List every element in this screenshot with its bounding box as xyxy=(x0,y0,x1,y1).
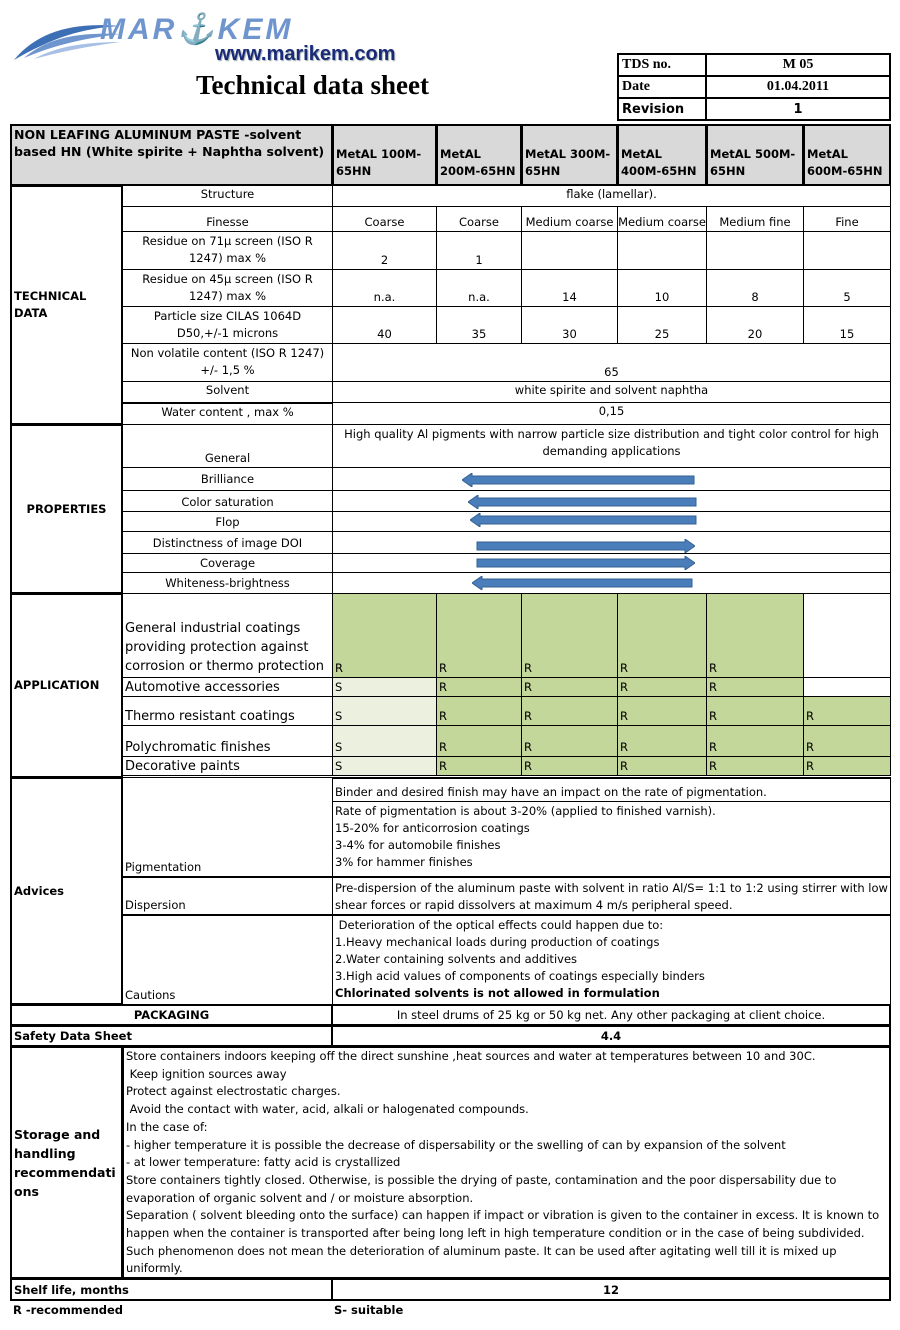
application-rating: R xyxy=(436,696,522,726)
property-label: Brilliance xyxy=(122,467,333,491)
product-description: NON LEAFING ALUMINUM PASTE -solvent based HN (White spirite + Naphtha solvent) xyxy=(10,124,333,186)
page-title: Technical data sheet xyxy=(196,70,430,100)
application-rating: R xyxy=(521,696,618,726)
residue71-value: 2 xyxy=(332,231,437,270)
application-rating: R xyxy=(436,725,522,757)
legend-recommended: R -recommended xyxy=(13,1303,124,1317)
document-meta-table xyxy=(617,53,891,121)
grade-header: MetAL 400M-65HN xyxy=(617,124,707,186)
application-label: General industrial coatings providing protection against corrosion or thermo protection xyxy=(122,593,333,678)
application-rating: R xyxy=(803,725,891,757)
pigmentation-line: Rate of pigmentation is about 3-20% (applied to finished varnish). xyxy=(335,804,716,818)
value-structure: flake (lamellar). xyxy=(332,185,891,207)
grade-header: MetAL 600M-65HN xyxy=(803,124,891,186)
application-rating: R xyxy=(706,696,804,726)
pigmentation-line: 3% for hammer finishes xyxy=(335,855,473,869)
application-label: Thermo resistant coatings xyxy=(122,696,333,726)
label-structure: Structure xyxy=(122,185,333,207)
cautions-text xyxy=(332,914,891,1005)
application-label: Decorative paints xyxy=(122,756,333,776)
property-label: Coverage xyxy=(122,553,333,573)
application-rating: R xyxy=(706,756,804,776)
caution-warning: Chlorinated solvents is not allowed in formulation xyxy=(335,986,660,1000)
legend-suitable: S- suitable xyxy=(334,1303,404,1317)
pigmentation-note: Binder and desired finish may have an impact on the rate of pigmentation. xyxy=(332,777,891,802)
arrow-left-icon xyxy=(472,576,694,590)
grade-header: MetAL 200M-65HN xyxy=(436,124,522,186)
residue71-value xyxy=(617,231,707,270)
website-link[interactable]: www.marikem.com xyxy=(215,43,396,65)
value-general: High quality Al pigments with narrow particle size distribution and tight color control for high demanding applications xyxy=(332,424,891,468)
meta-key: TDS no. xyxy=(618,54,706,76)
label-shelf-life: Shelf life, months xyxy=(10,1278,333,1301)
storage-line: - at lower temperature: fatty acid is crystallized xyxy=(126,1155,401,1170)
storage-text xyxy=(122,1046,891,1279)
storage-line: Keep ignition sources away xyxy=(126,1066,287,1081)
property-label: Distinctness of image DOI xyxy=(122,531,333,554)
arrow-left-icon xyxy=(468,495,698,509)
finesse-value: Coarse xyxy=(436,206,522,232)
value-packaging: In steel drums of 25 kg or 50 kg net. Any other packaging at client choice. xyxy=(331,1004,891,1026)
arrow-left-icon xyxy=(462,473,696,487)
storage-line: - higher temperature it is possible the decrease of dispersability or the swelling of can by expansion of the solvent xyxy=(126,1137,786,1152)
section-advices: Advices xyxy=(10,777,123,1005)
application-rating: R xyxy=(706,725,804,757)
residue45-value: 10 xyxy=(617,269,707,307)
application-rating: R xyxy=(521,677,618,697)
application-label: Automotive accessories xyxy=(122,677,333,697)
caution-line: Deterioration of the optical effects could happen due to: xyxy=(335,918,664,932)
grade-header: MetAL 500M-65HN xyxy=(706,124,804,186)
particle-value: 40 xyxy=(332,306,437,344)
application-label: Polychromatic finishes xyxy=(122,725,333,757)
application-rating: S xyxy=(332,756,437,776)
meta-value: 01.04.2011 xyxy=(706,76,890,98)
residue71-value xyxy=(803,231,891,270)
value-solvent: white spirite and solvent naphtha xyxy=(332,381,891,403)
label-solvent: Solvent xyxy=(122,381,333,403)
application-rating: R xyxy=(617,725,707,757)
application-rating: R xyxy=(617,677,707,697)
pigmentation-line: 3-4% for automobile finishes xyxy=(335,838,501,852)
finesse-value: Fine xyxy=(803,206,891,232)
value-safety-data-sheet[interactable]: 4.4 xyxy=(331,1025,891,1047)
particle-value: 30 xyxy=(521,306,618,344)
grade-header: MetAL 100M-65HN xyxy=(332,124,437,186)
residue45-value: 8 xyxy=(706,269,804,307)
label-residue-71: Residue on 71µ screen (ISO R 1247) max % xyxy=(122,231,333,270)
meta-value: 1 xyxy=(706,98,890,120)
application-rating: R xyxy=(617,756,707,776)
section-properties: PROPERTIES xyxy=(10,424,123,594)
arrow-right-icon xyxy=(475,556,695,570)
residue71-value xyxy=(706,231,804,270)
particle-value: 20 xyxy=(706,306,804,344)
storage-line: In the case of: xyxy=(126,1119,208,1134)
logo-wordmark: MAR⚓KEM xyxy=(100,13,294,46)
caution-line: 3.High acid values of components of coatings especially binders xyxy=(335,969,705,983)
label-finesse: Finesse xyxy=(122,206,333,232)
label-storage: Storage and handling recommendati ons xyxy=(10,1046,123,1279)
residue71-value: 1 xyxy=(436,231,522,270)
application-rating: R xyxy=(617,696,707,726)
value-water-content: 0,15 xyxy=(332,402,891,425)
property-label: Flop xyxy=(122,511,333,532)
pigmentation-rates xyxy=(332,801,891,877)
application-rating: R xyxy=(617,593,707,678)
meta-value: M 05 xyxy=(706,54,890,76)
arrow-left-icon xyxy=(470,513,698,527)
application-rating: S xyxy=(332,725,437,757)
label-particle-size: Particle size CILAS 1064D D50,+/-1 microns xyxy=(122,306,333,344)
pigmentation-line: 15-20% for anticorrosion coatings xyxy=(335,821,530,835)
application-rating: S xyxy=(332,677,437,697)
label-non-volatile: Non volatile content (ISO R 1247) +/- 1,5 % xyxy=(122,343,333,382)
application-rating: R xyxy=(521,593,618,678)
particle-value: 25 xyxy=(617,306,707,344)
residue45-value: 14 xyxy=(521,269,618,307)
application-rating: R xyxy=(706,677,804,697)
property-label: Color saturation xyxy=(122,490,333,512)
residue71-value xyxy=(521,231,618,270)
application-rating: R xyxy=(803,696,891,726)
label-residue-45: Residue on 45µ screen (ISO R 1247) max % xyxy=(122,269,333,307)
label-cautions: Cautions xyxy=(122,914,333,1005)
value-shelf-life: 12 xyxy=(331,1278,891,1301)
label-safety-data-sheet: Safety Data Sheet xyxy=(10,1025,333,1047)
application-rating: R xyxy=(436,756,522,776)
label-packaging: PACKAGING xyxy=(10,1004,333,1026)
finesse-value: Medium coarse xyxy=(617,206,707,232)
application-rating: R xyxy=(332,593,437,678)
arrow-right-icon xyxy=(475,539,695,553)
meta-key: Revision xyxy=(618,98,706,120)
application-rating: R xyxy=(521,756,618,776)
property-label: Whiteness-brightness xyxy=(122,572,333,594)
storage-line: Store containers tightly closed. Otherwise, is possible the drying of paste, contamination and the poor dispersability due to evaporation of organic solvent and / or moisture absorption. xyxy=(126,1172,837,1205)
residue45-value: n.a. xyxy=(332,269,437,307)
section-technical-data: TECHNICAL DATA xyxy=(10,185,123,425)
meta-key: Date xyxy=(618,76,706,98)
application-rating: R xyxy=(436,593,522,678)
finesse-value: Coarse xyxy=(332,206,437,232)
finesse-value: Medium fine xyxy=(706,206,804,232)
particle-value: 15 xyxy=(803,306,891,344)
marikem-logo xyxy=(12,8,432,70)
dispersion-text: Pre-dispersion of the aluminum paste with solvent in ratio Al/S= 1:1 to 1:2 using stirrer with low shear forces or rapid dissolvers at maximum 4 m/s peripheral speed. xyxy=(332,876,891,915)
caution-line: 1.Heavy mechanical loads during production of coatings xyxy=(335,935,660,949)
section-application: APPLICATION xyxy=(10,593,123,778)
grade-header: MetAL 300M-65HN xyxy=(521,124,618,186)
particle-value: 35 xyxy=(436,306,522,344)
application-rating: R xyxy=(803,756,891,776)
residue45-value: n.a. xyxy=(436,269,522,307)
application-rating: R xyxy=(436,677,522,697)
application-rating: R xyxy=(706,593,804,678)
finesse-value: Medium coarse xyxy=(521,206,618,232)
label-dispersion: Dispersion xyxy=(122,876,333,915)
application-rating: S xyxy=(332,696,437,726)
application-rating xyxy=(803,677,891,697)
label-pigmentation: Pigmentation xyxy=(122,777,333,877)
value-non-volatile: 65 xyxy=(332,343,891,382)
storage-line: Avoid the contact with water, acid, alkali or halogenated compounds. xyxy=(126,1102,529,1117)
storage-line: Store containers indoors keeping off the direct sunshine ,heat sources and water at temperatures between 10 and 30C. xyxy=(126,1049,816,1063)
label-water-content: Water content , max % xyxy=(122,402,333,425)
caution-line: 2.Water containing solvents and additives xyxy=(335,952,578,966)
storage-line: Separation ( solvent bleeding onto the surface) can happen if impact or vibration is given to the container in excess. It is known to happen when the container is transported after being long left in high temperature condition or in the case of being subdivided. Such phenomenon does not mean the deterioration of aluminum paste. It can be used after agitating well till it is mixed up uniformly. xyxy=(126,1208,880,1276)
label-general: General xyxy=(122,424,333,468)
residue45-value: 5 xyxy=(803,269,891,307)
application-rating xyxy=(803,593,891,678)
storage-line: Protect against electrostatic charges. xyxy=(126,1084,341,1099)
application-rating: R xyxy=(521,725,618,757)
